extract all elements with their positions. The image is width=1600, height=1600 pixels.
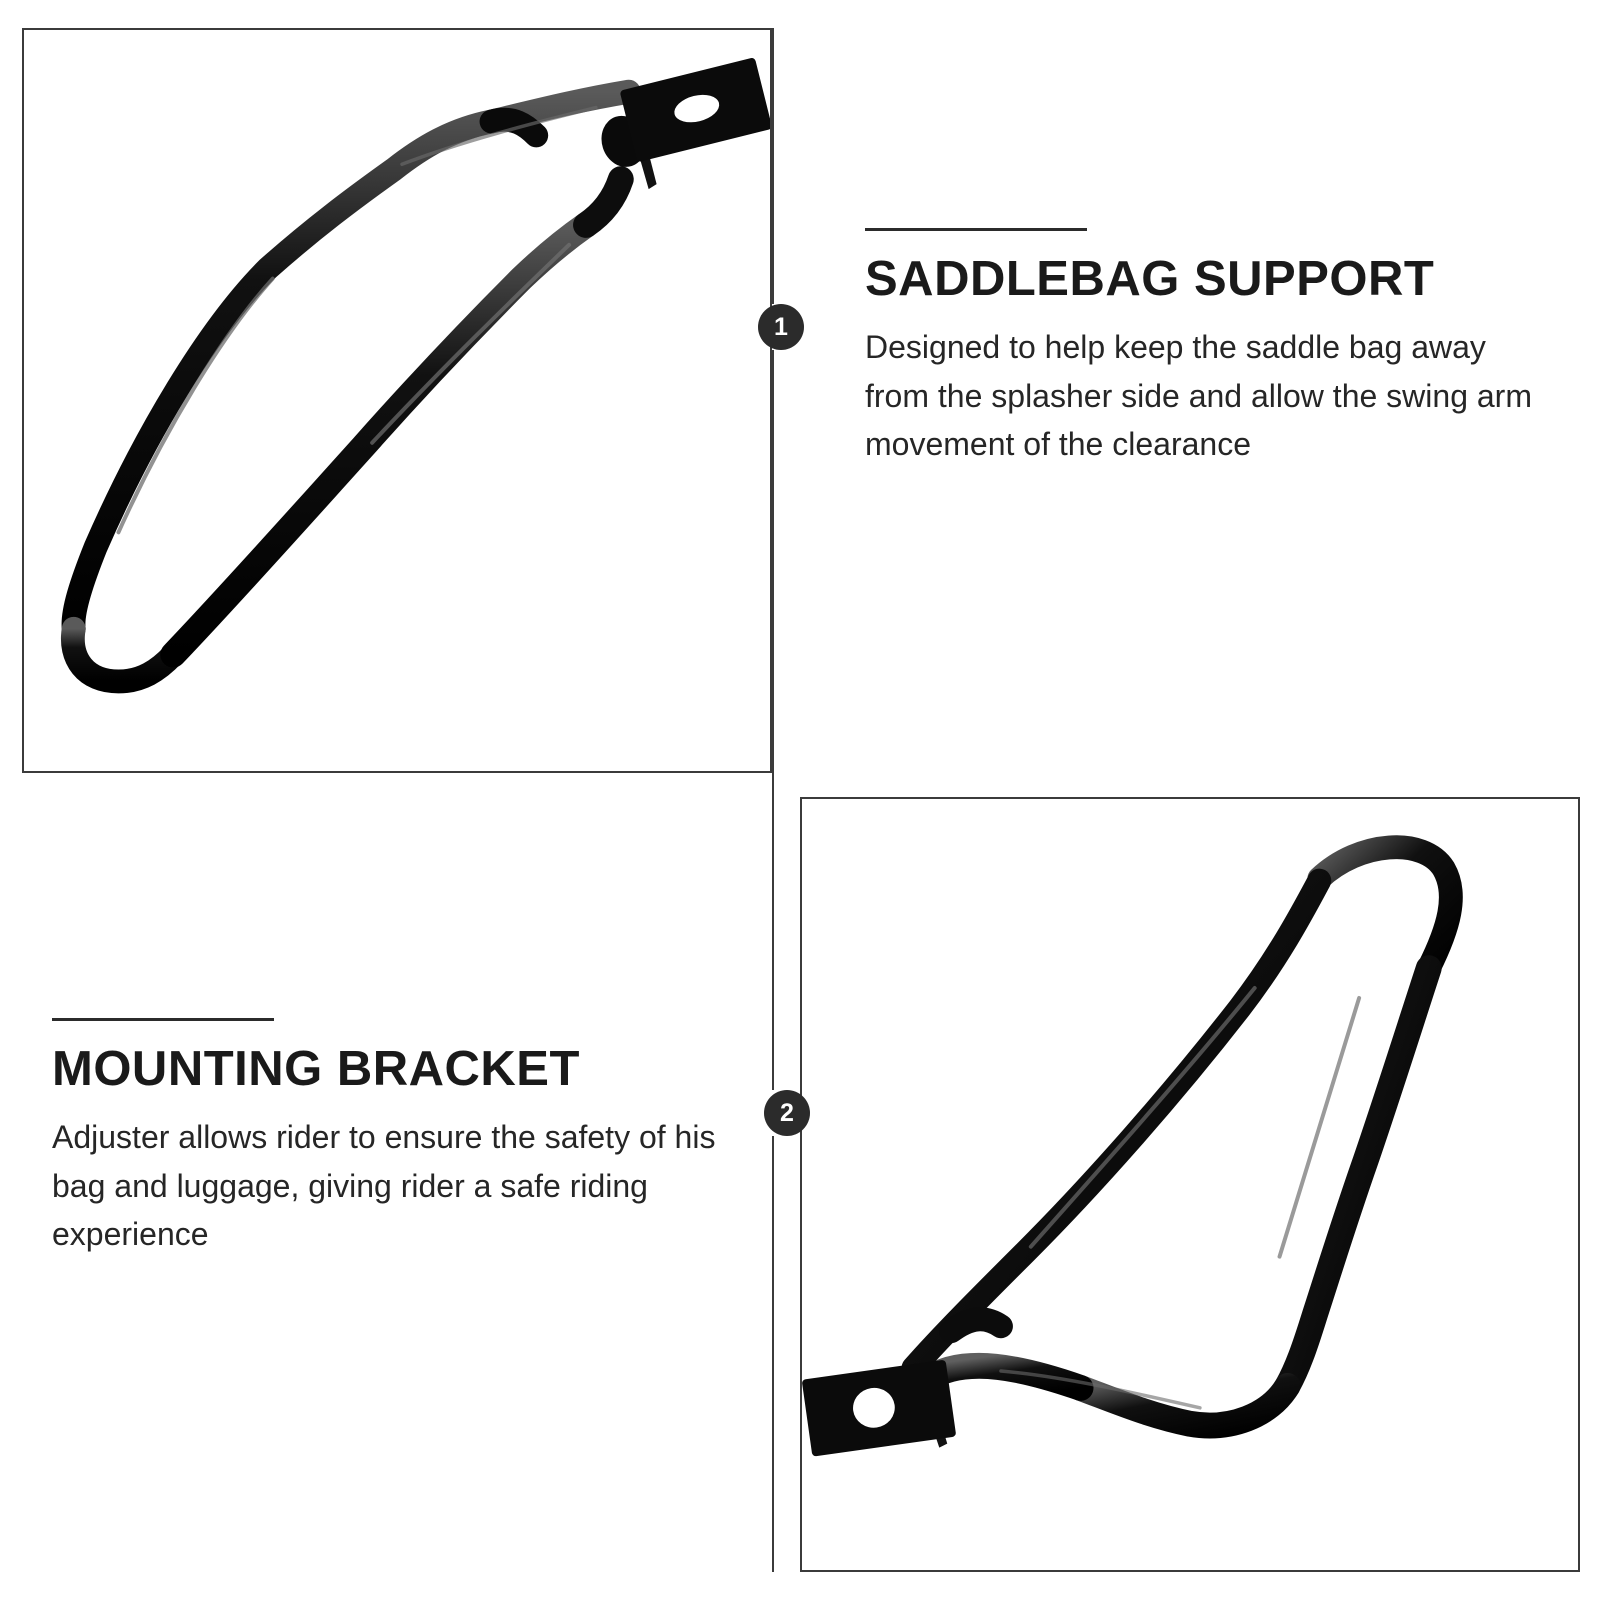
feature-1-title: SADDLEBAG SUPPORT <box>865 252 1435 306</box>
divider-line-middle <box>772 350 774 1090</box>
feature-text-1 <box>865 228 1555 469</box>
feature-text-2 <box>52 1018 752 1259</box>
product-image-panel-2 <box>800 797 1580 1572</box>
feature-1-rule <box>865 228 1087 231</box>
feature-2-title: MOUNTING BRACKET <box>52 1042 580 1096</box>
mounting-bracket-icon <box>802 799 1578 1570</box>
divider-line-bottom <box>772 1136 774 1572</box>
feature-1-description: Designed to help keep the saddle bag away from the splasher side and allow the swing arm movement of the clearance <box>865 328 1532 463</box>
feature-badge-1-number: 1 <box>774 312 788 341</box>
feature-badge-2 <box>764 1090 810 1136</box>
feature-badge-2-number: 2 <box>780 1098 794 1127</box>
divider-line-top <box>772 28 774 304</box>
feature-2-rule <box>52 1018 274 1021</box>
feature-badge-1 <box>758 304 804 350</box>
product-image-panel-1 <box>22 28 772 773</box>
saddlebag-support-bracket-icon <box>24 30 770 771</box>
feature-2-description: Adjuster allows rider to ensure the safety of his bag and luggage, giving rider a safe riding experience <box>52 1118 716 1253</box>
